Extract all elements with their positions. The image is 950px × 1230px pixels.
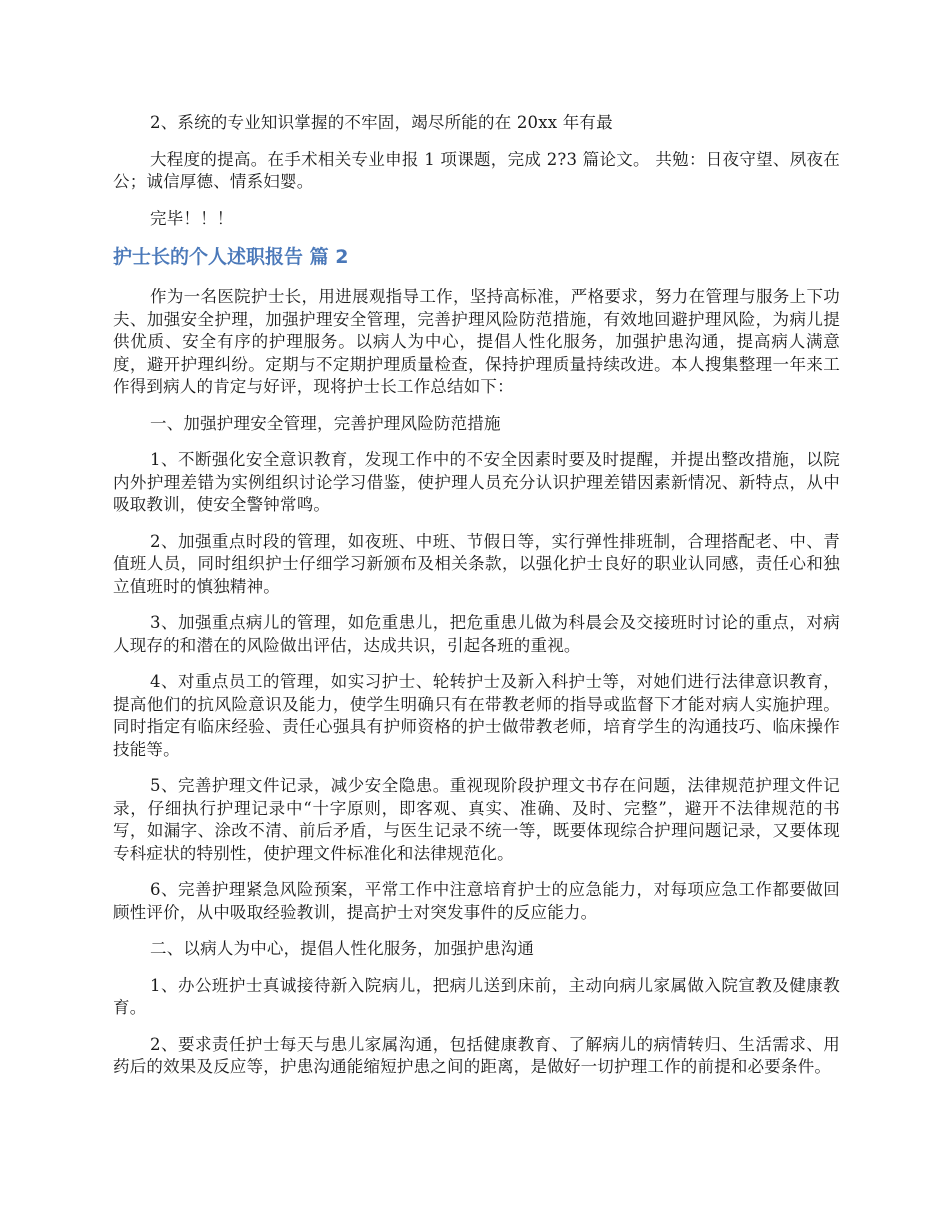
section-title: 护士长的个人述职报告 篇 2 bbox=[113, 246, 349, 268]
paragraph-top-1: 2、系统的专业知识掌握的不牢固，竭尽所能的在 20xx 年有最 bbox=[150, 113, 613, 132]
list-item: 2、要求责任护士每天与患儿家属沟通，包括健康教育、了解病儿的病情转归、生活需求、用药后的效果及反应等，护患沟通能缩短护患之间的距离，是做好一切护理工作的前提和必要条件。 bbox=[113, 1034, 840, 1076]
paragraph-intro: 作为一名医院护士长，用进展观指导工作，坚持高标准，严格要求，努力在管理与服务上下功夫、加强安全护理，加强护理安全管理，完善护理风险防范措施，有效地回避护理风险，为病儿提供优质、安全有序的护理服务。以病人为中心，提倡人性化服务，加强护患沟通，提高病人满意度，避开护理纠纷。定期与不定期护理质量检查，保持护理质量持续改进。本人搜集整理一年来工作得到病人的肯定与好评，现将护士长工作总结如下： bbox=[113, 287, 840, 396]
list-item: 6、完善护理紧急风险预案，平常工作中注意培育护士的应急能力，对每项应急工作都要做回顾性评价，从中吸取经验教训，提高护士对突发事件的反应能力。 bbox=[113, 880, 840, 922]
list-item: 2、加强重点时段的管理，如夜班、中班、节假日等，实行弹性排班制，合理搭配老、中、青值班人员，同时组织护士仔细学习新颁布及相关条款，以强化护士良好的职业认同感，责任心和独立值班时的慎独精神。 bbox=[113, 531, 840, 596]
list-item: 1、不断强化安全意识教育，发现工作中的不安全因素时要及时提醒，并提出整改措施，以院内外护理差错为实例组织讨论学习借鉴，使护理人员充分认识护理差错因素新情况、新特点，从中吸取教训，使安全警钟常鸣。 bbox=[113, 450, 840, 514]
section-heading-2: 二、以病人为中心，提倡人性化服务，加强护患沟通 bbox=[150, 939, 535, 958]
list-item: 5、完善护理文件记录，减少安全隐患。重视现阶段护理文书存在问题，法律规范护理文件记录，仔细执行护理记录中“十字原则，即客观、真实、准确、及时、完整”，避开不法律规范的书写，如漏字、涂改不清、前后矛盾，与医生记录不统一等，既要体现综合护理问题记录，又要体现专科症状的特别性，使护理文件标准化和法律规范化。 bbox=[113, 776, 840, 863]
paragraph-top-3: 完毕！！！ bbox=[150, 208, 234, 228]
document-content bbox=[113, 112, 840, 1093]
paragraph-top-2: 大程度的提高。在手术相关专业申报 1 项课题，完成 2?3 篇论文。 共勉：日夜守望、夙夜在公；诚信厚德、情系妇婴。 bbox=[113, 149, 840, 191]
list-item: 1、办公班护士真诚接待新入院病儿，把病儿送到床前，主动向病儿家属做入院宣教及健康教育。 bbox=[113, 975, 840, 1017]
list-item: 3、加强重点病儿的管理，如危重患儿，把危重患儿做为科晨会及交接班时讨论的重点，对病人现存的和潜在的风险做出评估，达成共识，引起各班的重视。 bbox=[113, 613, 840, 655]
list-item: 4、对重点员工的管理，如实习护士、轮转护士及新入科护士等，对她们进行法律意识教育，提高他们的抗风险意识及能力，使学生明确只有在带教老师的指导或监督下才能对病人实施护理。同时指定有临床经验、责任心强具有护师资格的护士做带教老师，培育学生的沟通技巧、临床操作技能等。 bbox=[113, 672, 840, 759]
section-heading-1: 一、加强护理安全管理，完善护理风险防范措施 bbox=[150, 413, 501, 433]
